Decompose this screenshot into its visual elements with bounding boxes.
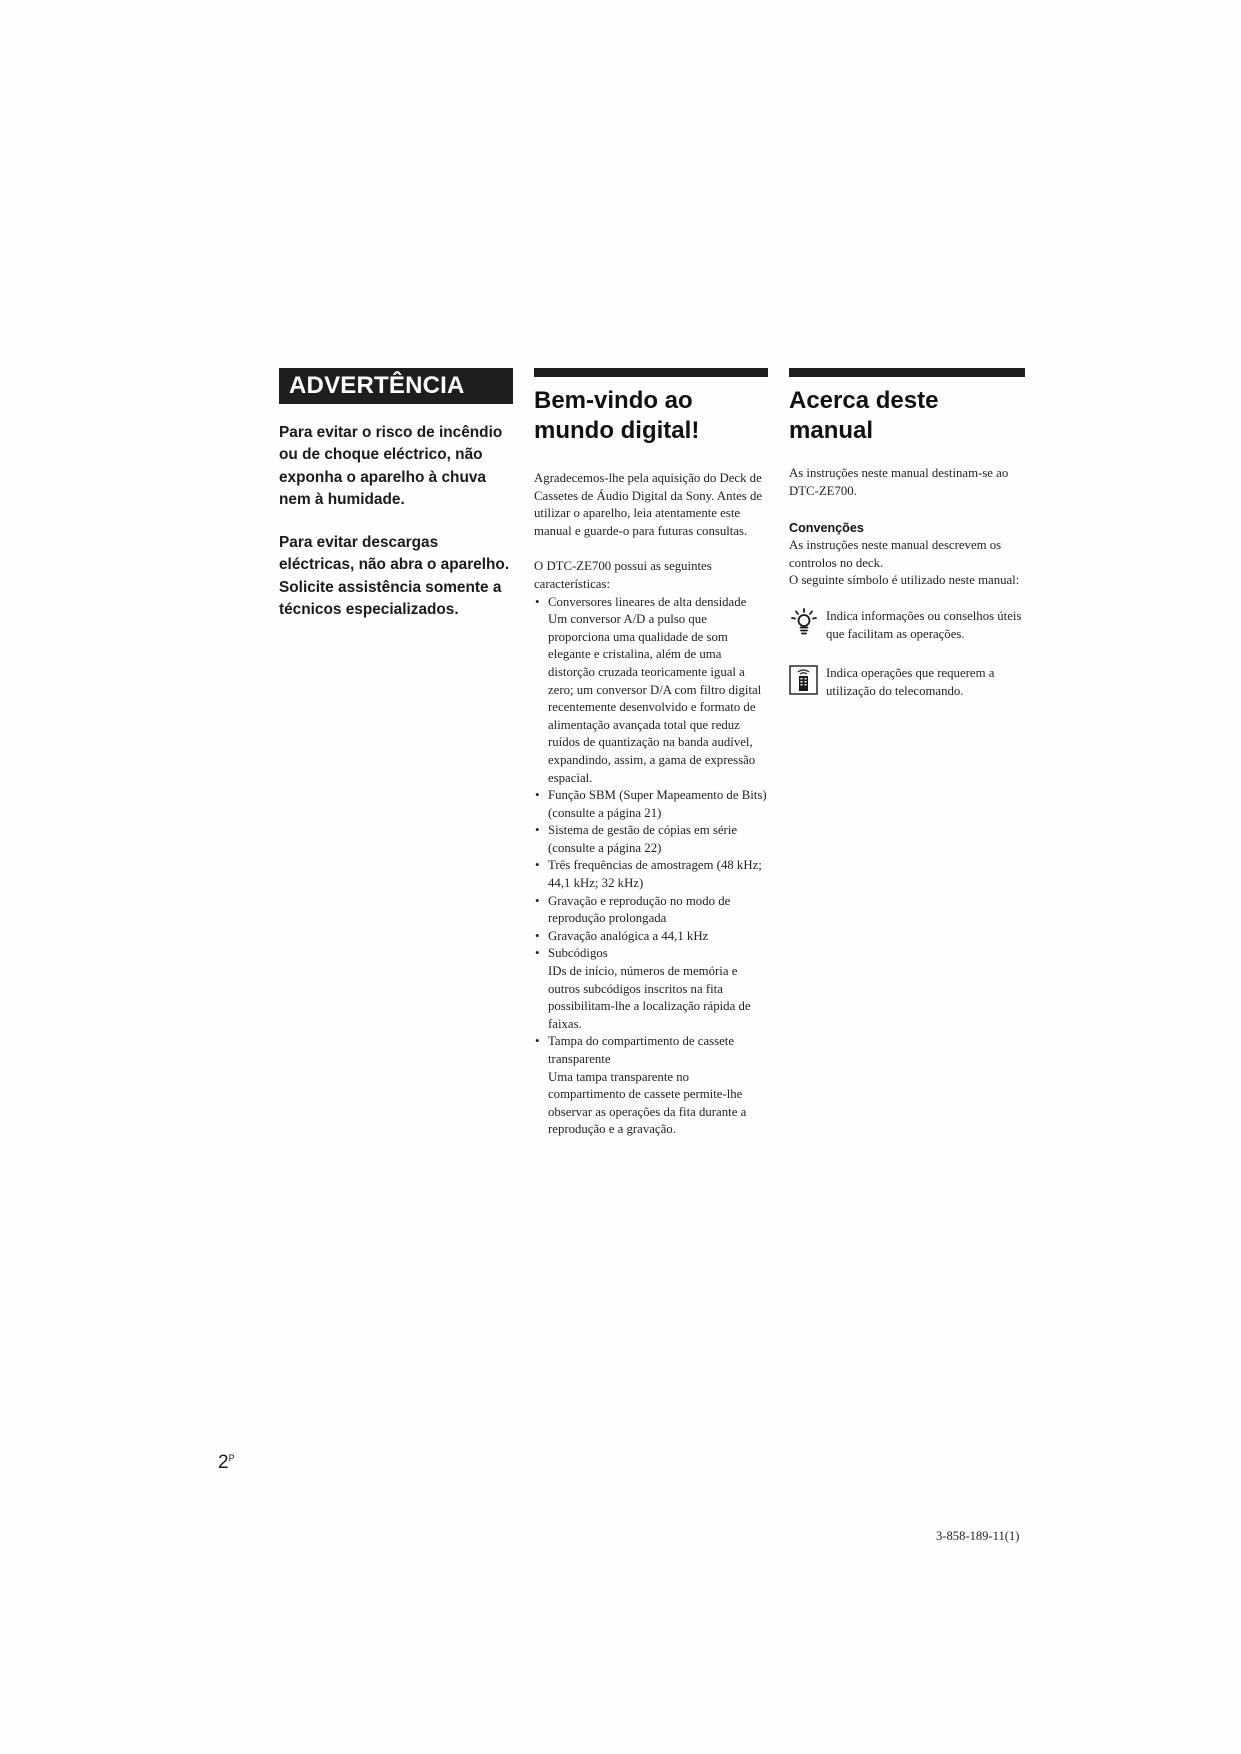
feature-description: IDs de início, números de memória e outros subcódigos inscritos na fita possibilitam-lhe a localização rápida de faixas. (548, 964, 751, 1031)
conventions-symbol-intro: O seguinte símbolo é utilizado neste manual: (789, 573, 1020, 588)
feature-item (534, 594, 768, 788)
bullet: • (535, 1034, 540, 1049)
bullet: • (535, 893, 540, 908)
about-column (789, 368, 1025, 700)
feature-label: Sistema de gestão de cópias em série (consulte a página 22) (548, 823, 738, 855)
remote-control-icon (789, 665, 819, 693)
feature-item (534, 1033, 768, 1139)
welcome-intro: Agradecemos-lhe pela aquisição do Deck de Cassetes de Áudio Digital da Sony. Antes de utilizar o aparelho, leia atentamente este manual e guarde-o para futuras consultas. (534, 471, 763, 538)
bullet: • (535, 928, 540, 943)
feature-item (534, 822, 768, 857)
conventions-text: As instruções neste manual descrevem os controlos no deck. (789, 538, 1002, 570)
warning-paragraph-electric: Para evitar descargas eléctricas, não abra o aparelho. Solicite assistência somente a técnicos especializados. (279, 534, 510, 619)
welcome-column (534, 368, 768, 1139)
about-title: Acerca deste manual (789, 387, 939, 444)
page-number-suffix: P (228, 1453, 235, 1463)
feature-label: Subcódigos (548, 946, 608, 961)
feature-item (534, 945, 768, 1033)
page-number (218, 1452, 235, 1474)
symbol-tip-text: Indica informações ou conselhos úteis que facilitam as operações. (826, 608, 1022, 641)
bullet: • (535, 788, 540, 803)
lightbulb-tip-icon (789, 608, 819, 636)
bullet: • (535, 946, 540, 961)
feature-description: Um conversor A/D a pulso que proporciona uma qualidade de som elegante e cristalina, além de uma distorção cruzada teoricamente igual a zero; um conversor D/A com filtro digital recentemente desenvolvido e formato de alimentação avançada total que reduz ruídos de quantização na banda audível, expandindo, assim, a gama de expressão espacial. (548, 612, 762, 785)
feature-label: Gravação analógica a 44,1 kHz (548, 928, 709, 943)
section-rule (789, 368, 1025, 377)
feature-label: Função SBM (Super Mapeamento de Bits) (consulte a página 21) (548, 788, 767, 820)
page-number-digit: 2 (218, 1452, 229, 1473)
feature-label: Tampa do compartimento de cassete transparente (548, 1034, 735, 1066)
symbol-remote-text: Indica operações que requerem a utilização do telecomando. (826, 666, 995, 698)
warning-paragraph-moisture: Para evitar o risco de incêndio ou de choque eléctrico, não exponha o aparelho à chuva nem à humidade. (279, 424, 503, 508)
symbol-remote-row (789, 665, 1025, 700)
feature-label: Gravação e reprodução no modo de reprodução prolongada (548, 893, 731, 926)
warning-column (279, 368, 513, 621)
feature-label: Conversores lineares de alta densidade (548, 594, 747, 609)
feature-label: Três frequências de amostragem (48 kHz; 44,1 kHz; 32 kHz) (548, 858, 762, 891)
symbol-tip-row (789, 608, 1025, 643)
conventions-heading: Convenções (789, 521, 864, 536)
section-rule (534, 368, 768, 377)
features-intro: O DTC-ZE700 possui as seguintes características: (534, 559, 712, 591)
feature-description: Uma tampa transparente no compartimento de cassete permite-lhe observar as operações da fita durante a reprodução e a gravação. (548, 1069, 747, 1137)
about-lead: As instruções neste manual destinam-se ao DTC-ZE700. (789, 466, 1009, 498)
feature-list (534, 594, 768, 1139)
feature-item (534, 893, 768, 928)
feature-item (534, 928, 768, 946)
welcome-title: Bem-vindo ao mundo digital! (534, 387, 700, 444)
bullet: • (535, 858, 540, 873)
bullet: • (535, 823, 540, 838)
feature-item (534, 787, 768, 822)
document-code: 3-858-189-11(1) (936, 1529, 1020, 1543)
bullet: • (535, 594, 540, 609)
warning-title: ADVERTÊNCIA (279, 368, 513, 404)
feature-item (534, 857, 768, 892)
